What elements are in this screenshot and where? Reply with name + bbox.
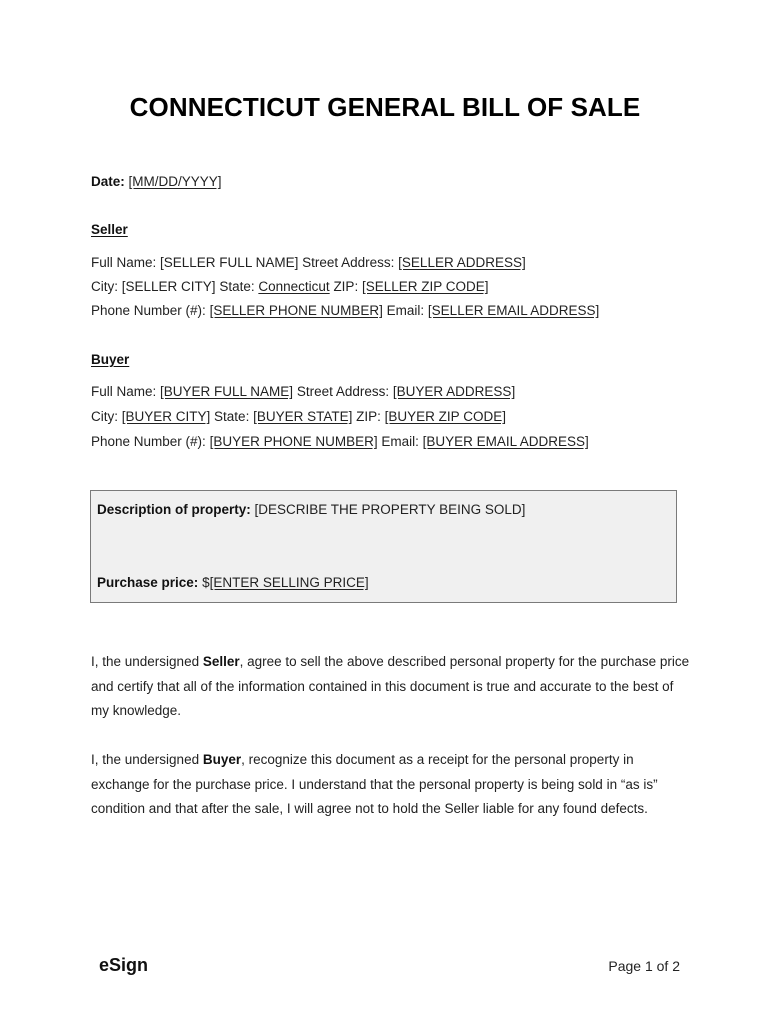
buyer-street-label: Street Address: <box>296 384 390 399</box>
buyer-email-value: [BUYER EMAIL ADDRESS] <box>422 434 589 449</box>
seller-statement-post: , agree to sell the above described personal property for the purchase price and certify that all of the information contained in this document is true and accurate to the best of my knowledge. <box>91 654 690 718</box>
buyer-zip-value: [BUYER ZIP CODE] <box>384 409 506 424</box>
seller-statement-bold: Seller <box>202 654 240 669</box>
seller-phone-value: [SELLER PHONE NUMBER] <box>209 303 383 318</box>
buyer-phone-value: [BUYER PHONE NUMBER] <box>209 434 378 449</box>
buyer-phone-line <box>91 434 589 449</box>
seller-city-label: City: <box>91 279 118 294</box>
buyer-heading <box>91 352 129 367</box>
seller-city-line <box>91 279 489 294</box>
buyer-city-label: City: <box>91 409 118 424</box>
seller-statement <box>91 650 691 724</box>
buyer-statement-pre: I, the undersigned <box>91 752 203 767</box>
seller-statement-pre: I, the undersigned <box>91 654 203 669</box>
buyer-state-label: State: <box>214 409 250 424</box>
buyer-name-label: Full Name: <box>91 384 157 399</box>
price-line <box>97 575 369 590</box>
page-number: Page 1 of 2 <box>608 958 680 974</box>
seller-street-value: [SELLER ADDRESS] <box>398 255 526 270</box>
seller-heading <box>91 222 128 237</box>
price-label: Purchase price: <box>97 575 199 590</box>
seller-state-label: State: <box>219 279 255 294</box>
buyer-phone-label: Phone Number (#): <box>91 434 206 449</box>
date-label: Date: <box>91 174 125 189</box>
seller-email-value: [SELLER EMAIL ADDRESS] <box>427 303 600 318</box>
date-value: [MM/DD/YYYY] <box>128 174 222 189</box>
seller-name-label: Full Name: <box>91 255 157 270</box>
date-line <box>91 174 222 189</box>
buyer-statement-post: , recognize this document as a receipt for the personal property in exchange for the purchase price. I understand that the personal property is being sold in “as is” condition and that after the sale, I will agree not to hold the Seller liable for any found defects. <box>91 752 658 816</box>
seller-phone-label: Phone Number (#): <box>91 303 206 318</box>
buyer-name-line <box>91 384 515 399</box>
description-value: [DESCRIBE THE PROPERTY BEING SOLD] <box>254 502 526 517</box>
seller-city-value: [SELLER CITY] <box>121 279 216 294</box>
seller-street-label: Street Address: <box>302 255 395 270</box>
buyer-statement <box>91 748 691 822</box>
description-line <box>97 502 525 517</box>
buyer-zip-label: ZIP: <box>356 409 381 424</box>
seller-phone-line <box>91 303 599 318</box>
price-currency: $ <box>202 575 210 590</box>
buyer-street-value: [BUYER ADDRESS] <box>392 384 516 399</box>
property-box <box>90 490 677 603</box>
document-title: CONNECTICUT GENERAL BILL OF SALE <box>129 92 641 122</box>
seller-zip-label: ZIP: <box>333 279 359 294</box>
buyer-email-label: Email: <box>381 434 419 449</box>
seller-email-label: Email: <box>386 303 425 318</box>
buyer-heading-text: Buyer <box>91 352 130 367</box>
seller-name-value: [SELLER FULL NAME] <box>160 255 299 270</box>
buyer-statement-bold: Buyer <box>202 752 242 767</box>
buyer-city-value: [BUYER CITY] <box>121 409 211 424</box>
seller-heading-text: Seller <box>91 222 128 237</box>
seller-name-line <box>91 255 526 270</box>
buyer-name-value: [BUYER FULL NAME] <box>160 384 294 399</box>
seller-zip-value: [SELLER ZIP CODE] <box>361 279 489 294</box>
buyer-state-value: [BUYER STATE] <box>253 409 353 424</box>
description-label: Description of property: <box>97 502 251 517</box>
seller-state-value: Connecticut <box>258 279 330 294</box>
buyer-city-line <box>91 409 506 424</box>
price-value: [ENTER SELLING PRICE] <box>209 575 369 590</box>
esign-logo: eSign <box>99 955 149 975</box>
